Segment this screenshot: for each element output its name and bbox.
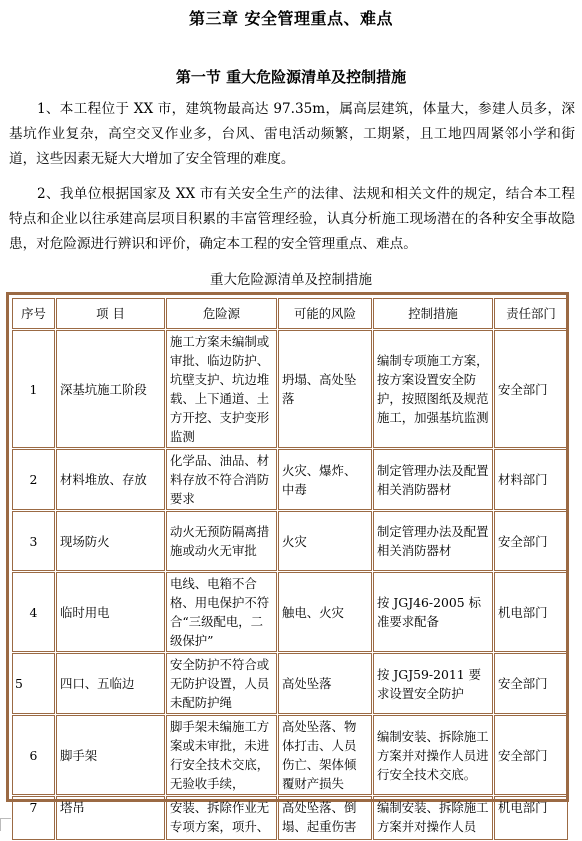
hazard-table [11, 297, 569, 841]
cell-measures: 按 JGJ59-2011 要求设置安全防护 [373, 653, 493, 714]
table-caption: 重大危险源清单及控制措施 [210, 272, 372, 288]
cell-department: 安全部门 [494, 715, 568, 795]
cell-item: 材料堆放、存放 [56, 449, 165, 510]
cell-measures: 编制专项施工方案，按方案设置安全防护，按照图纸及规范施工，加强基坑监测 [373, 330, 493, 448]
cell-measures: 制定管理办法及配置相关消防器材 [373, 449, 493, 510]
cell-measures: 编制安装、拆除施工方案并对操作人员进行安全技术交底。 [373, 715, 493, 795]
cell-department: 机电部门 [494, 796, 568, 840]
chapter-title: 第三章 安全管理重点、难点 [188, 9, 394, 28]
table-row [12, 653, 568, 714]
cell-department: 安全部门 [494, 511, 568, 571]
header-item: 项 目 [56, 298, 165, 329]
cell-item: 四口、五临边 [56, 653, 165, 714]
cell-no: 5 [12, 653, 55, 714]
cell-department: 安全部门 [494, 330, 568, 448]
cell-hazard: 化学品、油品、材料存放不符合消防要求 [166, 449, 277, 510]
cell-hazard: 安装、拆除作业无专项方案，项升、 [166, 796, 277, 840]
cell-measures: 制定管理办法及配置相关消防器材 [373, 511, 493, 571]
hazard-table-frame [6, 292, 569, 834]
cell-risk: 火灾 [278, 511, 372, 571]
cell-risk: 高处坠落、物体打击、人员伤亡、架体倾覆财产损失 [278, 715, 372, 795]
cell-measures: 按 JGJ46-2005 标准要求配备 [373, 572, 493, 652]
header-hazard: 危险源 [166, 298, 277, 329]
table-row [12, 796, 568, 840]
cell-no: 4 [12, 572, 55, 652]
cell-no: 2 [12, 449, 55, 510]
cell-hazard: 电线、电箱不合格、用电保护不符合“三级配电，二级保护” [166, 572, 277, 652]
table-row [12, 715, 568, 795]
cell-no: 6 [12, 715, 55, 795]
section-title: 第一节 重大危险源清单及控制措施 [175, 68, 407, 86]
cell-department: 安全部门 [494, 653, 568, 714]
paragraph-2-text: 2、我单位根据国家及 XX 市有关安全生产的法律、法规和相关文件的规定，结合本工程特点和企业以往承建高层项目积累的丰富管理经验，认真分析施工现场潜在的各种安全事故隐患，对危险源进行辨识和评价，确定本工程的安全管理重点、难点。 [9, 186, 575, 252]
table-row [12, 511, 568, 571]
cell-measures: 编制安装、拆除施工方案并对操作人员 [373, 796, 493, 840]
cell-risk: 坍塌、高处坠落 [278, 330, 372, 448]
cell-no: 1 [12, 330, 55, 448]
cell-hazard: 动火无预防隔离措施或动火无审批 [166, 511, 277, 571]
cell-department: 材料部门 [494, 449, 568, 510]
cell-hazard: 安全防护不符合或无防护设置，人员未配防护绳 [166, 653, 277, 714]
page-corner-mark [0, 818, 11, 831]
cell-no: 7 [12, 796, 55, 840]
cell-risk: 高处坠落 [278, 653, 372, 714]
header-no: 序号 [12, 298, 55, 329]
header-department: 责任部门 [494, 298, 568, 329]
cell-hazard: 脚手架未编施工方案或未审批，未进行安全技术交底，无验收手续， [166, 715, 277, 795]
table-row [12, 330, 568, 448]
cell-item: 脚手架 [56, 715, 165, 795]
table-header-row [12, 298, 568, 329]
paragraph-1 [9, 97, 575, 172]
header-measures: 控制措施 [373, 298, 493, 329]
header-risk: 可能的风险 [278, 298, 372, 329]
cell-department: 机电部门 [494, 572, 568, 652]
table-row [12, 572, 568, 652]
cell-item: 深基坑施工阶段 [56, 330, 165, 448]
cell-no: 3 [12, 511, 55, 571]
table-row [12, 449, 568, 510]
cell-item: 塔吊 [56, 796, 165, 840]
cell-item: 临时用电 [56, 572, 165, 652]
cell-risk: 触电、火灾 [278, 572, 372, 652]
cell-risk: 火灾、爆炸、中毒 [278, 449, 372, 510]
paragraph-1-text: 1、本工程位于 XX 市，建筑物最高达 97.35m，属高层建筑，体量大，参建人员多，深基坑作业复杂，高空交叉作业多，台风、雷电活动频繁，工期紧，且工地四周紧邻小学和街道，这些因素无疑大大增加了安全管理的难度。 [9, 101, 575, 167]
paragraph-2 [9, 182, 575, 257]
cell-hazard: 施工方案未编制或审批、临边防护、坑壁支护、坑边堆载、上下通道、土方开挖、支护变形监测 [166, 330, 277, 448]
cell-item: 现场防火 [56, 511, 165, 571]
cell-risk: 高处坠落、倒塌、起重伤害 [278, 796, 372, 840]
